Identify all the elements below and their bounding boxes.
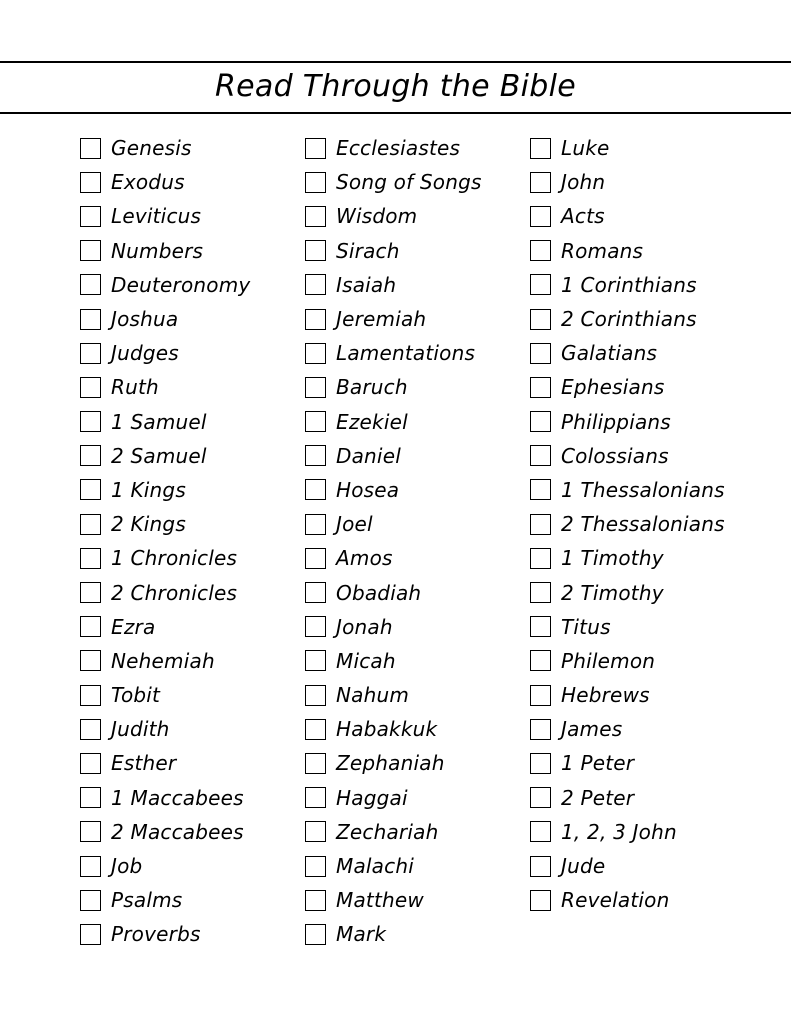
checkbox[interactable]	[80, 138, 101, 159]
book-name: Amos	[336, 546, 393, 571]
book-name: Jude	[561, 854, 606, 879]
checklist-item[interactable]	[305, 336, 482, 370]
book-name: 2 Kings	[111, 512, 186, 537]
book-column-3	[530, 131, 725, 917]
checklist-item[interactable]	[80, 575, 250, 609]
book-name: 2 Corinthians	[561, 307, 697, 332]
checklist-item[interactable]	[80, 746, 250, 780]
checkbox[interactable]	[305, 172, 326, 193]
book-name: Job	[111, 854, 143, 879]
book-name: Lamentations	[336, 341, 476, 366]
checkbox[interactable]	[530, 138, 551, 159]
checkbox[interactable]	[305, 514, 326, 535]
book-name: 2 Thessalonians	[561, 512, 725, 537]
checklist-item[interactable]	[305, 199, 482, 233]
checkbox[interactable]	[80, 787, 101, 808]
checklist-item[interactable]	[305, 746, 482, 780]
checkbox[interactable]	[80, 309, 101, 330]
book-name: Zephaniah	[336, 751, 445, 776]
book-name: Malachi	[336, 854, 414, 879]
checkbox[interactable]	[305, 377, 326, 398]
checkbox[interactable]	[530, 479, 551, 500]
book-name: Habakkuk	[336, 717, 438, 742]
book-name: Ruth	[111, 375, 159, 400]
book-name: Genesis	[111, 136, 192, 161]
book-name: Jonah	[336, 614, 393, 639]
checkbox[interactable]	[305, 411, 326, 432]
checklist-item[interactable]	[530, 405, 725, 439]
checklist-item[interactable]	[530, 302, 725, 336]
book-name: Philemon	[561, 648, 656, 673]
book-name: 1 Peter	[561, 751, 635, 776]
book-name: Isaiah	[336, 272, 397, 297]
book-name: Acts	[561, 204, 605, 229]
book-name: Joshua	[111, 307, 179, 332]
checkbox[interactable]	[305, 821, 326, 842]
checklist-item[interactable]	[530, 199, 725, 233]
checklist-item[interactable]	[305, 781, 482, 815]
checkbox[interactable]	[530, 240, 551, 261]
book-name: Zechariah	[336, 819, 439, 844]
checklist-item[interactable]	[530, 575, 725, 609]
checklist-item[interactable]	[305, 268, 482, 302]
checkbox[interactable]	[80, 479, 101, 500]
checkbox[interactable]	[305, 616, 326, 637]
checklist-item[interactable]	[305, 815, 482, 849]
checkbox[interactable]	[80, 377, 101, 398]
book-name: James	[561, 717, 623, 742]
book-name: Titus	[561, 614, 611, 639]
checkbox[interactable]	[80, 445, 101, 466]
book-name: 1 Samuel	[111, 409, 207, 434]
book-name: 2 Peter	[561, 785, 635, 810]
book-name: Sirach	[336, 238, 400, 263]
checkbox[interactable]	[80, 924, 101, 945]
checkbox[interactable]	[530, 206, 551, 227]
checklist-item[interactable]	[530, 678, 725, 712]
checkbox[interactable]	[305, 240, 326, 261]
checklist-item[interactable]	[80, 644, 250, 678]
checklist-item[interactable]	[80, 815, 250, 849]
checkbox[interactable]	[530, 377, 551, 398]
checklist-item[interactable]	[80, 268, 250, 302]
bottom-rule	[0, 112, 791, 114]
checkbox[interactable]	[530, 548, 551, 569]
checkbox[interactable]	[80, 411, 101, 432]
checkbox[interactable]	[305, 924, 326, 945]
checkbox[interactable]	[80, 548, 101, 569]
book-name: Romans	[561, 238, 644, 263]
checklist-item[interactable]	[530, 336, 725, 370]
checklist-item[interactable]	[305, 541, 482, 575]
book-name: Joel	[336, 512, 373, 537]
checklist-item[interactable]	[80, 405, 250, 439]
book-name: Ephesians	[561, 375, 665, 400]
checkbox[interactable]	[80, 616, 101, 637]
book-name: 1 Kings	[111, 477, 186, 502]
book-name: Esther	[111, 751, 177, 776]
checklist-item[interactable]	[80, 165, 250, 199]
checkbox[interactable]	[305, 753, 326, 774]
book-name: Hosea	[336, 477, 400, 502]
book-name: 1 Timothy	[561, 546, 664, 571]
checklist-item[interactable]	[530, 507, 725, 541]
checklist-item[interactable]	[80, 336, 250, 370]
book-name: Jeremiah	[336, 307, 427, 332]
checkbox[interactable]	[305, 138, 326, 159]
book-name: John	[561, 170, 606, 195]
checklist-item[interactable]	[530, 234, 725, 268]
checklist-item[interactable]	[305, 131, 482, 165]
checklist-item[interactable]	[530, 746, 725, 780]
checklist-item[interactable]	[80, 439, 250, 473]
book-name: Revelation	[561, 888, 670, 913]
checklist-item[interactable]	[530, 644, 725, 678]
checklist-item[interactable]	[80, 849, 250, 883]
checkbox[interactable]	[80, 821, 101, 842]
checklist-item[interactable]	[80, 199, 250, 233]
checklist-item[interactable]	[80, 712, 250, 746]
book-name: Micah	[336, 648, 396, 673]
checkbox[interactable]	[305, 548, 326, 569]
book-name: 1 Thessalonians	[561, 477, 725, 502]
checkbox[interactable]	[530, 274, 551, 295]
book-name: Song of Songs	[336, 170, 482, 195]
checkbox[interactable]	[530, 650, 551, 671]
checklist-item[interactable]	[305, 302, 482, 336]
checkbox[interactable]	[305, 343, 326, 364]
book-name: Baruch	[336, 375, 408, 400]
book-name: Colossians	[561, 443, 669, 468]
checklist-item[interactable]	[530, 131, 725, 165]
checklist-item[interactable]	[305, 165, 482, 199]
book-name: Daniel	[336, 443, 401, 468]
checklist-item[interactable]	[530, 849, 725, 883]
book-name: Exodus	[111, 170, 185, 195]
book-name: 2 Timothy	[561, 580, 664, 605]
checkbox[interactable]	[305, 479, 326, 500]
book-name: Leviticus	[111, 204, 202, 229]
checkbox[interactable]	[305, 650, 326, 671]
checkbox[interactable]	[530, 821, 551, 842]
checklist-item[interactable]	[80, 234, 250, 268]
book-name: Obadiah	[336, 580, 422, 605]
checkbox[interactable]	[530, 616, 551, 637]
book-name: 2 Chronicles	[111, 580, 238, 605]
checklist-item[interactable]	[530, 610, 725, 644]
book-name: Haggai	[336, 785, 408, 810]
checkbox[interactable]	[80, 685, 101, 706]
checklist-item[interactable]	[530, 439, 725, 473]
checklist-item[interactable]	[80, 883, 250, 917]
checkbox[interactable]	[305, 274, 326, 295]
book-name: Judith	[111, 717, 170, 742]
checklist-item[interactable]	[305, 712, 482, 746]
checklist-item[interactable]	[530, 541, 725, 575]
checkbox[interactable]	[305, 685, 326, 706]
checkbox[interactable]	[530, 172, 551, 193]
book-name: 1 Chronicles	[111, 546, 238, 571]
book-name: Ezekiel	[336, 409, 408, 434]
checklist-item[interactable]	[530, 883, 725, 917]
book-name: 1 Maccabees	[111, 785, 244, 810]
checklist-item[interactable]	[80, 473, 250, 507]
checkbox[interactable]	[80, 753, 101, 774]
page-title: Read Through the Bible	[214, 69, 577, 104]
checklist-item[interactable]	[530, 165, 725, 199]
checklist-item[interactable]	[80, 541, 250, 575]
checkbox[interactable]	[80, 582, 101, 603]
checklist-item[interactable]	[305, 575, 482, 609]
checklist-item[interactable]	[305, 234, 482, 268]
checklist-item[interactable]	[80, 610, 250, 644]
checkbox[interactable]	[80, 719, 101, 740]
checklist-item[interactable]	[80, 370, 250, 404]
checkbox[interactable]	[530, 309, 551, 330]
checklist-item[interactable]	[80, 507, 250, 541]
book-name: Ecclesiastes	[336, 136, 461, 161]
book-name: Numbers	[111, 238, 204, 263]
checklist-item[interactable]	[530, 712, 725, 746]
checkbox[interactable]	[305, 856, 326, 877]
checklist-item[interactable]	[305, 370, 482, 404]
checkbox[interactable]	[305, 719, 326, 740]
book-name: Matthew	[336, 888, 424, 913]
checkbox[interactable]	[305, 787, 326, 808]
checkbox[interactable]	[305, 309, 326, 330]
checklist-item[interactable]	[80, 917, 250, 951]
book-name: 2 Samuel	[111, 443, 207, 468]
checkbox[interactable]	[80, 274, 101, 295]
checkbox[interactable]	[530, 411, 551, 432]
checklist-item[interactable]	[80, 678, 250, 712]
book-name: Deuteronomy	[111, 272, 251, 297]
checklist-item[interactable]	[530, 781, 725, 815]
book-name: 1, 2, 3 John	[561, 819, 677, 844]
checkbox[interactable]	[530, 753, 551, 774]
checkbox[interactable]	[530, 343, 551, 364]
checkbox[interactable]	[80, 890, 101, 911]
book-column-1	[80, 131, 250, 952]
book-name: Tobit	[111, 683, 161, 708]
checkbox[interactable]	[305, 206, 326, 227]
checkbox[interactable]	[80, 856, 101, 877]
book-name: Wisdom	[336, 204, 418, 229]
checkbox[interactable]	[305, 582, 326, 603]
book-name: Philippians	[561, 409, 671, 434]
checkbox[interactable]	[80, 650, 101, 671]
book-name: Nahum	[336, 683, 410, 708]
checkbox[interactable]	[530, 582, 551, 603]
book-column-2	[305, 131, 482, 952]
checkbox[interactable]	[530, 719, 551, 740]
checkbox[interactable]	[530, 445, 551, 466]
checklist-item[interactable]	[305, 678, 482, 712]
checklist-item[interactable]	[530, 268, 725, 302]
checklist-item[interactable]	[305, 917, 482, 951]
checklist-item[interactable]	[305, 610, 482, 644]
book-name: Psalms	[111, 888, 183, 913]
checkbox[interactable]	[530, 514, 551, 535]
book-name: Mark	[336, 922, 387, 947]
checkbox[interactable]	[305, 445, 326, 466]
book-name: Judges	[111, 341, 179, 366]
book-name: Luke	[561, 136, 610, 161]
checkbox[interactable]	[530, 787, 551, 808]
checkbox[interactable]	[530, 890, 551, 911]
checklist-item[interactable]	[530, 473, 725, 507]
book-name: Proverbs	[111, 922, 201, 947]
checkbox[interactable]	[80, 240, 101, 261]
checklist-item[interactable]	[80, 302, 250, 336]
book-name: 2 Maccabees	[111, 819, 244, 844]
checklist-item[interactable]	[305, 405, 482, 439]
checklist-item[interactable]	[305, 644, 482, 678]
checklist-item[interactable]	[530, 815, 725, 849]
checkbox[interactable]	[530, 856, 551, 877]
checklist-item[interactable]	[305, 883, 482, 917]
checklist-item[interactable]	[305, 507, 482, 541]
checklist-item[interactable]	[305, 473, 482, 507]
checkbox[interactable]	[80, 514, 101, 535]
book-name: 1 Corinthians	[561, 272, 697, 297]
checklist-item[interactable]	[80, 131, 250, 165]
book-name: Nehemiah	[111, 648, 215, 673]
checklist-item[interactable]	[305, 439, 482, 473]
checkbox[interactable]	[305, 890, 326, 911]
book-name: Ezra	[111, 614, 156, 639]
book-name: Hebrews	[561, 683, 650, 708]
checklist-item[interactable]	[305, 849, 482, 883]
checkbox[interactable]	[80, 343, 101, 364]
checklist-item[interactable]	[80, 781, 250, 815]
book-name: Galatians	[561, 341, 658, 366]
checkbox[interactable]	[80, 206, 101, 227]
checkbox[interactable]	[80, 172, 101, 193]
checkbox[interactable]	[530, 685, 551, 706]
checklist-item[interactable]	[530, 370, 725, 404]
